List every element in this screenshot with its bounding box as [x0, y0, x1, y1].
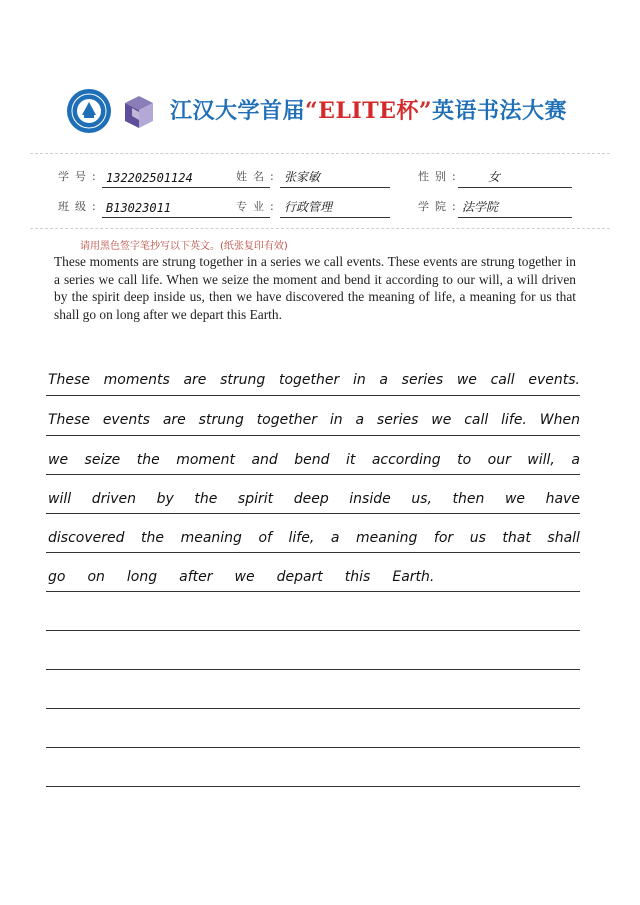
header-divider: [30, 153, 610, 154]
name-label: 姓名:: [236, 170, 280, 183]
title-quote-open: “: [305, 98, 319, 124]
ruled-line: [46, 513, 580, 514]
cube-logo-icon: [122, 94, 156, 130]
ruled-line: [46, 474, 580, 475]
student-id-value: 132202501124: [106, 171, 193, 185]
student-id-label: 学号:: [58, 170, 102, 183]
contest-title: [170, 94, 567, 125]
major-label: 专业:: [236, 200, 280, 213]
handwriting-line: we seize the moment and bend it according to our will, a: [48, 452, 580, 468]
class-label: 班级:: [58, 200, 102, 213]
form-divider: [30, 228, 610, 229]
ruled-line: [46, 395, 580, 396]
name-field: [236, 168, 321, 184]
gender-field: [418, 168, 501, 184]
title-suffix: 英语书法大赛: [432, 99, 568, 124]
handwriting-line: will driven by the spirit deep inside us, then we have: [48, 491, 580, 507]
handwriting-line: discovered the meaning of life, a meaning for us that shall: [48, 530, 580, 546]
title-prefix: 江汉大学首届: [170, 99, 306, 124]
ruled-line: [46, 747, 580, 748]
name-value: 张家敏: [284, 170, 321, 184]
college-field: [418, 198, 499, 214]
student-id-field: [58, 168, 193, 185]
ruled-line: [46, 630, 580, 631]
class-field: [58, 198, 172, 215]
ruled-line: [46, 708, 580, 709]
ruled-line: [46, 435, 580, 436]
handwriting-line: go on long after we depart this Earth.: [48, 569, 435, 585]
gender-value: 女: [488, 170, 501, 184]
title-elite: ELITE: [318, 98, 397, 124]
ruled-line: [46, 669, 580, 670]
handwriting-line: These moments are strung together in a series we call events.: [48, 372, 580, 388]
university-seal-icon: [66, 88, 112, 134]
ruled-line: [46, 552, 580, 553]
major-value: 行政管理: [284, 200, 333, 214]
college-value: 法学院: [462, 200, 499, 214]
college-label: 学院:: [418, 200, 462, 213]
major-field: [236, 198, 333, 214]
title-quote-close: ”: [418, 98, 433, 124]
ruled-line: [46, 591, 580, 592]
class-value: B13023011: [106, 201, 172, 215]
ruled-line: [46, 786, 580, 787]
gender-label: 性别:: [418, 170, 462, 183]
title-cup: 杯: [396, 98, 419, 124]
instruction-text: 请用黑色签字笔抄写以下英文。(纸张复印有效): [80, 241, 288, 252]
contest-header: [66, 88, 586, 134]
passage-text: These moments are strung together in a series we call events. These events are strung together in a series we call life. When we seize the moment and bend it according to our will, a will driven by the spirit deep inside us, then we have discovered the meaning of life, a meaning for us that shall go on long after we depart this Earth.: [54, 254, 576, 322]
handwriting-line: These events are strung together in a series we call life. When: [48, 412, 580, 428]
